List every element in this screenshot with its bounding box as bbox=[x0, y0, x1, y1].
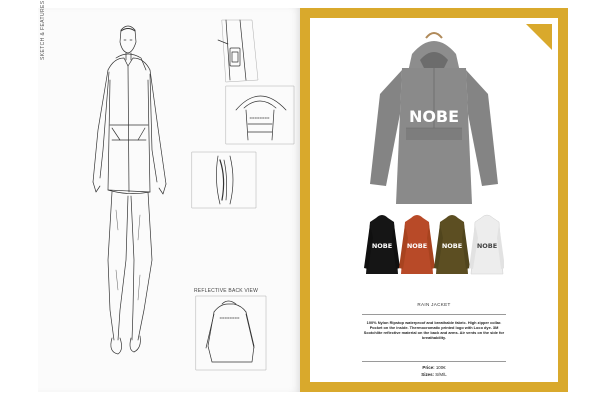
main-jacket-image bbox=[364, 24, 504, 212]
corner-triangle bbox=[526, 24, 552, 50]
price-line bbox=[310, 365, 558, 370]
variant-black bbox=[364, 215, 400, 274]
variant-white bbox=[469, 215, 504, 274]
variant-orange bbox=[399, 215, 435, 274]
divider-top bbox=[362, 314, 506, 315]
model-figure-sketch bbox=[93, 26, 166, 354]
product-title: RAIN JACKET bbox=[417, 302, 451, 307]
variant-logo: NOBE bbox=[441, 242, 463, 250]
variant-logo: NOBE bbox=[371, 242, 393, 250]
product-panel bbox=[310, 18, 558, 382]
side-label: SKETCH & FEATURES bbox=[40, 0, 46, 60]
product-page bbox=[300, 8, 568, 392]
price-label: Price: bbox=[422, 365, 435, 370]
side-vent-detail-sketch bbox=[192, 152, 256, 208]
sizes-line bbox=[310, 372, 558, 377]
divider-bottom bbox=[362, 361, 506, 362]
reflective-back-view-sketch bbox=[196, 296, 266, 370]
main-jacket-logo: NOBE bbox=[408, 107, 460, 126]
collar-detail-sketch bbox=[226, 86, 294, 144]
variant-logo: NOBE bbox=[476, 242, 498, 250]
variant-olive bbox=[434, 215, 470, 274]
sizes-value: S/M/L bbox=[435, 372, 447, 377]
variant-logo: NOBE bbox=[406, 242, 428, 250]
product-description: 100% Nylon Ripstop waterproof and breathable fabric. High zipper collar. Pocket on the inside. Thermocromatic printed logo with Loco dye. 3M Scotchlite reflective material on the back and arms. Air vents on the side for breathability. bbox=[363, 320, 505, 341]
sizes-label: Sizes: bbox=[421, 372, 434, 377]
color-variants bbox=[364, 212, 504, 282]
sleeve-pocket-detail-sketch bbox=[218, 20, 258, 82]
reflective-back-view-label: REFLECTIVE BACK VIEW bbox=[194, 288, 259, 294]
price-value: 100€ bbox=[435, 365, 446, 370]
